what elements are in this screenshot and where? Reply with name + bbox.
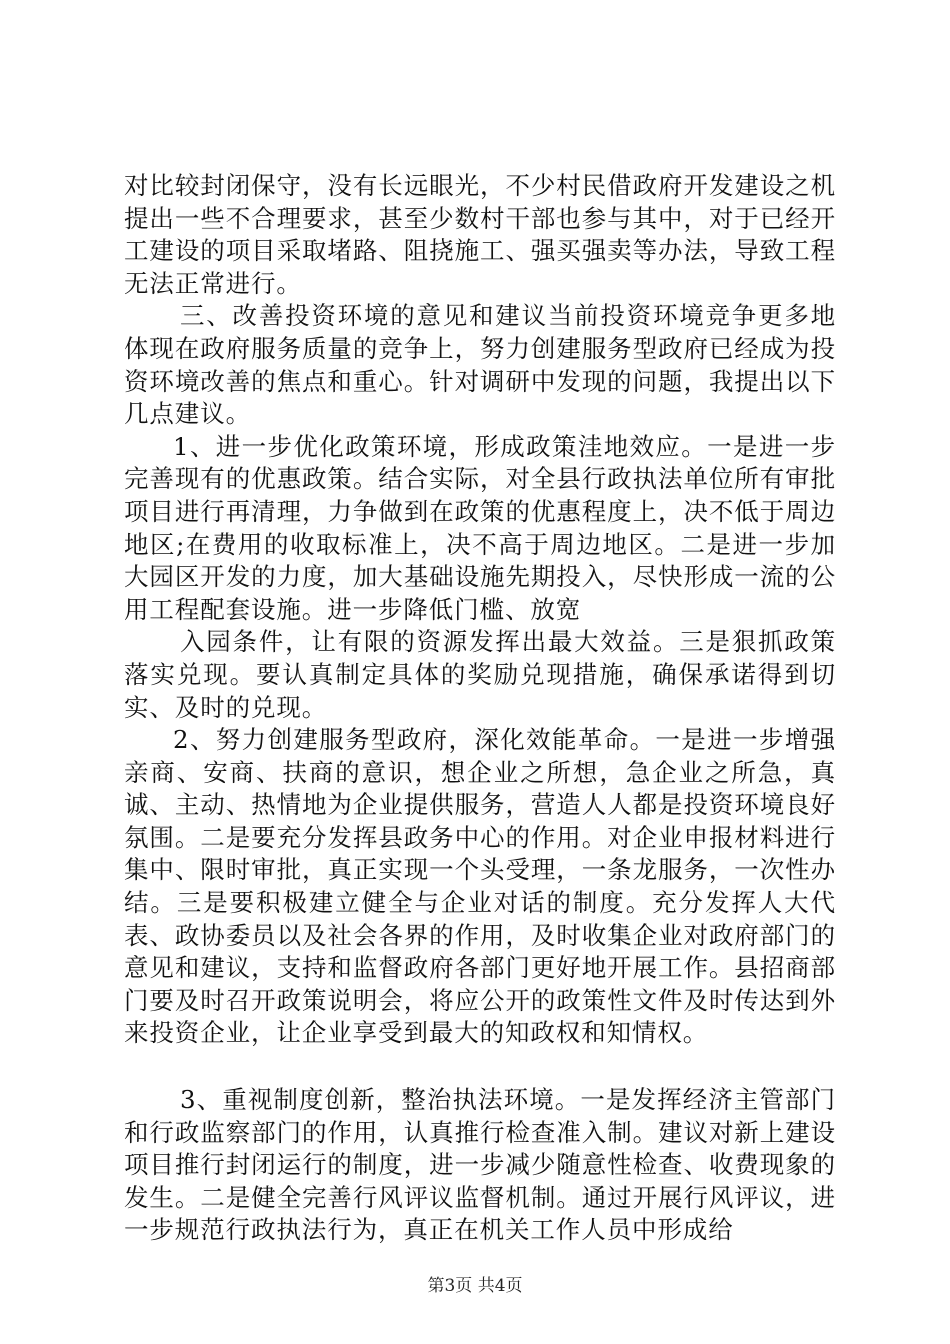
paragraph-system-innovation: 3、重视制度创新，整治执法环境。一是发挥经济主管部门和行政监察部门的作用，认真推行检查准入制。建议对新上建设项目推行封闭运行的制度，进一步减少随意性检查、收费现象的发生。二是健全完善行风评议监督机制。通过开展行风评议，进一步规范行政执法行为，真正在机关工作人员中形成给 [124, 1085, 836, 1245]
paragraph-policy-environment: 1、进一步优化政策环境，形成政策洼地效应。一是进一步完善现有的优惠政策。结合实际，对全县行政执法单位所有审批项目进行再清理，力争做到在政策的优惠程度上，决不低于周边地区;在费用的收取标准上，决不高于周边地区。二是进一步加大园区开发的力度，加大基础设施先期投入，尽快形成一流的公用工程配套设施。进一步降低门槛、放宽 [124, 431, 836, 624]
paragraph-spacer [124, 1050, 836, 1084]
paragraph-service-government: 2、努力创建服务型政府，深化效能革命。一是进一步增强亲商、安商、扶商的意识，想企业之所想，急企业之所急，真诚、主动、热情地为企业提供服务，营造人人都是投资环境良好氛围。二是要充分发挥县政务中心的作用。对企业申报材料进行集中、限时审批，真正实现一个头受理，一条龙服务，一次性办结。三是要积极建立健全与企业对话的制度。充分发挥人大代表、政协委员以及社会各界的作用，及时收集企业对政府部门的意见和建议，支持和监督政府各部门更好地开展工作。县招商部门要及时召开政策说明会，将应公开的政策性文件及时传达到外来投资企业，让企业享受到最大的知政权和知情权。 [124, 725, 836, 1048]
paragraph-park-entry: 入园条件，让有限的资源发挥出最大效益。三是狠抓政策落实兑现。要认真制定具体的奖励兑现措施，确保承诺得到切实、及时的兑现。 [124, 627, 836, 722]
page-number-footer: 第3页 共4页 [427, 1276, 523, 1296]
paragraph-continuation: 对比较封闭保守，没有长远眼光，不少村民借政府开发建设之机提出一些不合理要求，甚至少数村干部也参与其中，对于已经开工建设的项目采取堵路、阻挠施工、强买强卖等办法，导致工程无法正常进行。 [124, 171, 836, 298]
document-body [124, 170, 836, 1247]
paragraph-section-three: 三、改善投资环境的意见和建议当前投资环境竞争更多地体现在政府服务质量的竞争上，努力创建服务型政府已经成为投资环境改善的焦点和重心。针对调研中发现的问题，我提出以下几点建议。 [124, 301, 836, 429]
